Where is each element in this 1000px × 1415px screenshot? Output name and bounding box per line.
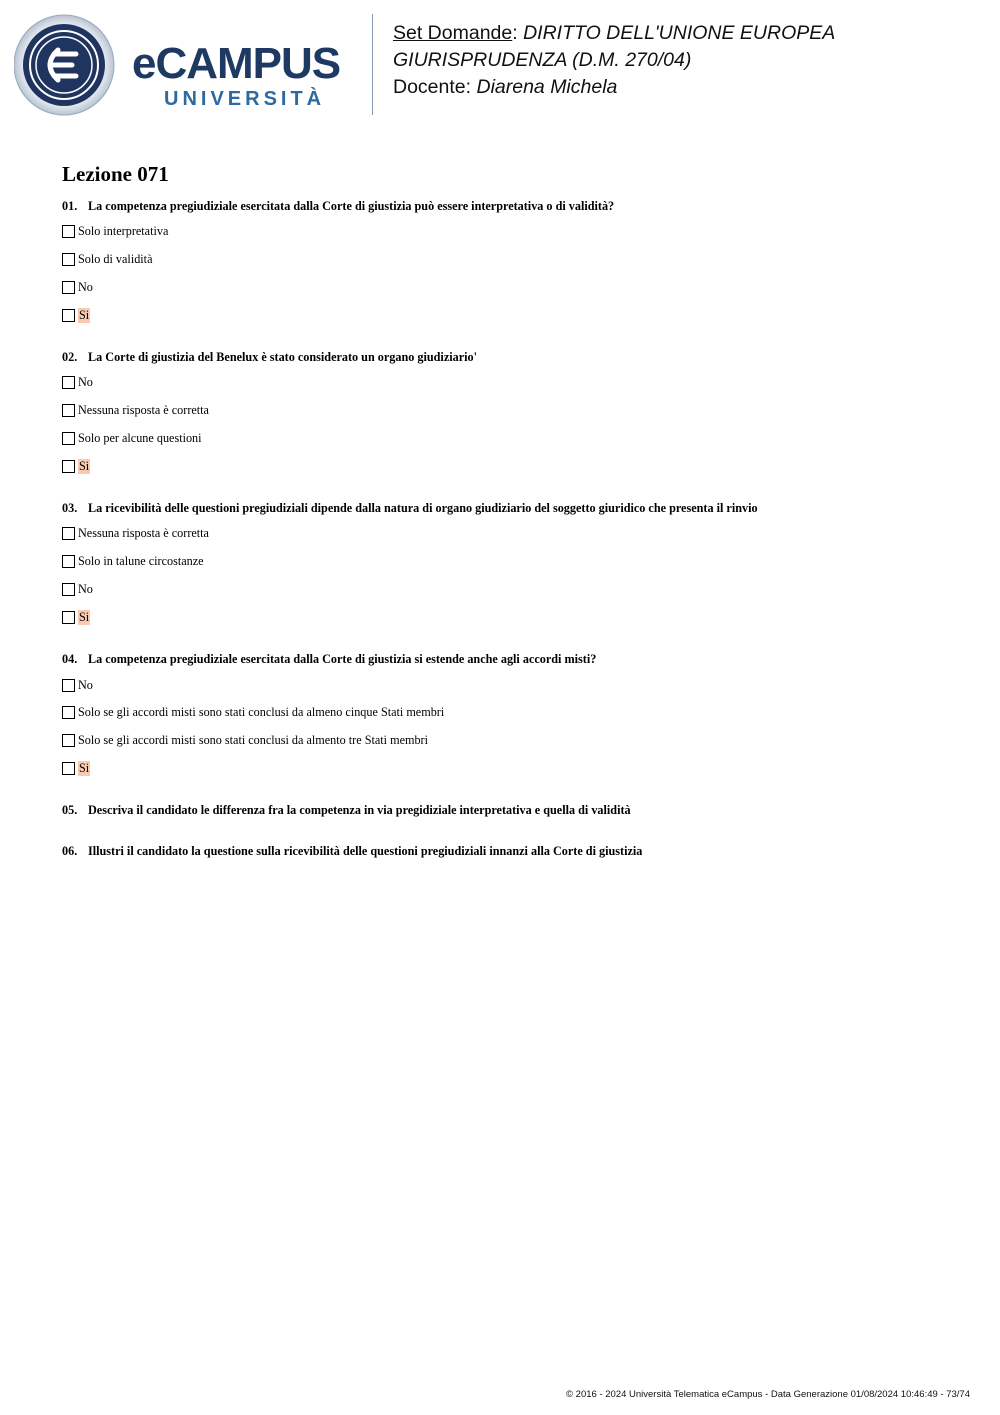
question-number: 06. — [62, 844, 78, 858]
checkbox[interactable] — [62, 432, 75, 445]
option-label-correct: Si — [79, 307, 90, 322]
question-number: 02. — [62, 350, 78, 364]
option[interactable] — [62, 703, 444, 721]
option[interactable] — [62, 401, 209, 419]
option[interactable] — [62, 552, 204, 570]
teacher-line — [393, 74, 835, 101]
question-01 — [62, 198, 614, 214]
option-label: No — [78, 581, 93, 596]
program-name: GIURISPRUDENZA (D.M. 270/04) — [393, 49, 692, 71]
checkbox[interactable] — [62, 583, 75, 596]
checkbox[interactable] — [62, 706, 75, 719]
option[interactable] — [62, 457, 90, 475]
set-label: Set Domande — [393, 22, 513, 44]
logo-wordmark: eCAMPUS — [132, 39, 341, 88]
option-label: Solo se gli accordi misti sono stati conclusi da almeno cinque Stati membri — [78, 704, 445, 719]
option-label: Solo per alcune questioni — [78, 430, 202, 445]
question-number: 03. — [62, 501, 78, 515]
set-line — [393, 20, 835, 47]
checkbox[interactable] — [62, 460, 75, 473]
option[interactable] — [62, 429, 202, 447]
checkbox[interactable] — [62, 762, 75, 775]
checkbox[interactable] — [62, 225, 75, 238]
option-label: Solo interpretativa — [78, 223, 169, 238]
option[interactable] — [62, 373, 93, 391]
checkbox[interactable] — [62, 611, 75, 624]
checkbox[interactable] — [62, 376, 75, 389]
question-number: 05. — [62, 803, 78, 817]
option-label: Solo se gli accordi misti sono stati conclusi da almento tre Stati membri — [78, 732, 428, 747]
option-label: No — [78, 279, 93, 294]
option[interactable] — [62, 759, 90, 777]
lesson-title: Lezione 071 — [62, 162, 169, 186]
checkbox[interactable] — [62, 404, 75, 417]
option-label: No — [78, 677, 93, 692]
option-label: Solo in talune circostanze — [78, 553, 204, 568]
question-06 — [62, 843, 642, 859]
option-label-correct: Si — [79, 458, 90, 473]
header-info — [393, 20, 835, 101]
option-label: Nessuna risposta è corretta — [78, 402, 209, 417]
ecampus-logo — [14, 14, 356, 118]
option[interactable] — [62, 608, 90, 626]
question-text: La ricevibilità delle questioni pregiudiziali dipende dalla natura di organo giudiziario del soggetto giuridico che presenta il rinvio — [88, 501, 758, 515]
option[interactable] — [62, 524, 209, 542]
teacher-name: Diarena Michela — [476, 76, 618, 98]
question-number: 04. — [62, 652, 78, 666]
question-text: La competenza pregiudiziale esercitata dalla Corte di giustizia può essere interpretativa o di validità? — [88, 199, 615, 213]
question-04 — [62, 651, 596, 667]
checkbox[interactable] — [62, 679, 75, 692]
checkbox[interactable] — [62, 734, 75, 747]
teacher-label: Docente: — [393, 76, 472, 98]
option[interactable] — [62, 580, 93, 598]
checkbox[interactable] — [62, 281, 75, 294]
option-label: Solo di validità — [78, 251, 153, 266]
question-05 — [62, 802, 631, 818]
question-text: Descriva il candidato le differenza fra la competenza in via pregidiziale interpretativa e quella di validità — [88, 803, 631, 817]
question-03 — [62, 500, 758, 516]
checkbox[interactable] — [62, 527, 75, 540]
option-label: Nessuna risposta è corretta — [78, 525, 209, 540]
option-label-correct: Si — [79, 760, 90, 775]
question-02 — [62, 349, 477, 365]
checkbox[interactable] — [62, 309, 75, 322]
question-text: La competenza pregiudiziale esercitata dalla Corte di giustizia si estende anche agli accordi misti? — [88, 652, 597, 666]
option-label-correct: Si — [79, 609, 90, 624]
option[interactable] — [62, 278, 93, 296]
course-name: DIRITTO DELL'UNIONE EUROPEA — [523, 22, 836, 44]
question-text: Illustri il candidato la questione sulla ricevibilità delle questioni pregiudiziali innanzi alla Corte di giustizia — [88, 844, 643, 858]
option[interactable] — [62, 222, 168, 240]
option-label: No — [78, 374, 93, 389]
checkbox[interactable] — [62, 555, 75, 568]
page-footer: © 2016 - 2024 Università Telematica eCampus - Data Generazione 01/08/2024 10:46:49 - 73/74 — [566, 1389, 970, 1400]
checkbox[interactable] — [62, 253, 75, 266]
option[interactable] — [62, 676, 93, 694]
option[interactable] — [62, 306, 90, 324]
logo-subtext: UNIVERSITÀ — [164, 88, 326, 110]
option[interactable] — [62, 250, 152, 268]
header-divider — [372, 14, 373, 115]
question-text: La Corte di giustizia del Benelux è stato considerato un organo giudiziario' — [88, 350, 477, 364]
question-number: 01. — [62, 199, 78, 213]
set-sep: : — [512, 22, 518, 44]
option[interactable] — [62, 731, 428, 749]
